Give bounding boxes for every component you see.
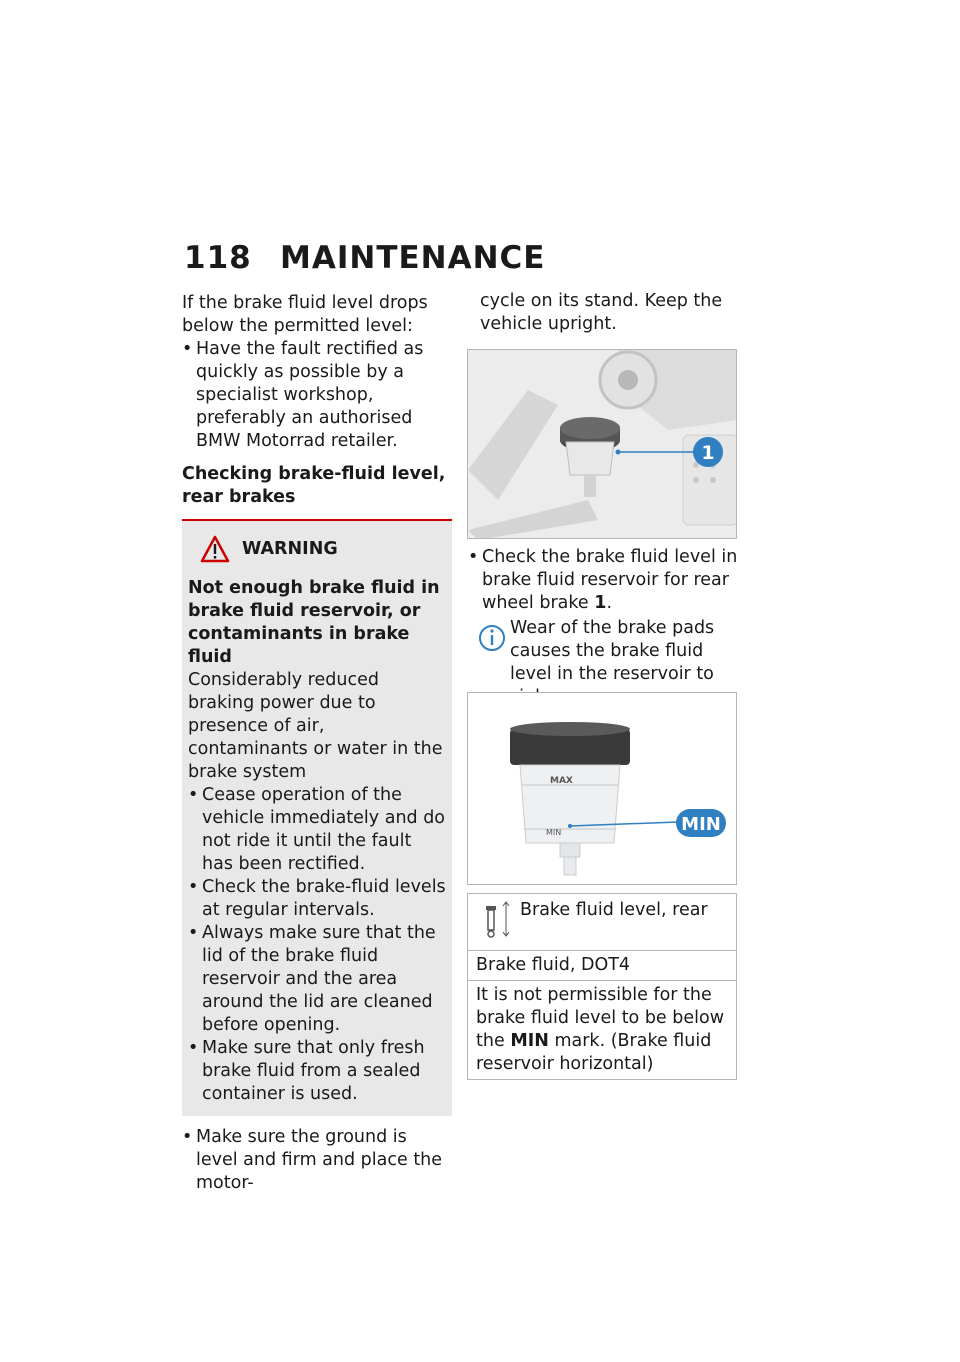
warning-triangle-icon	[200, 535, 230, 563]
warning-item: • Check the brake-fluid levels at regular intervals.	[188, 876, 446, 922]
continued-text: cycle on its stand. Keep the vehicle upright.	[480, 291, 723, 334]
section-title: MAINTENANCE	[280, 240, 546, 276]
warning-item: • Make sure that only fresh brake fluid from a sealed container is used.	[188, 1037, 446, 1106]
check-text: Check the brake fluid level in brake fluid reservoir for rear wheel brake	[482, 547, 738, 613]
warning-body: Considerably reduced braking power due to presence of air, contaminants or water in the brake system	[188, 670, 443, 782]
reservoir-location-photo	[467, 349, 737, 539]
warning-item: • Cease operation of the vehicle immediately and do not ride it until the fault has been rectified.	[188, 784, 446, 876]
reservoir-level-photo	[467, 692, 737, 885]
note-text: Wear of the brake pads causes the brake fluid level in the reservoir to	[510, 618, 715, 684]
spec-desc-pre: It is not permissible for the brake fluid level to be below the	[476, 985, 725, 1051]
section-heading: Checking brake-fluid level, rear brakes	[182, 464, 446, 507]
fluid-level-icon	[480, 900, 512, 940]
bullet-ground: • Make sure the ground is level and firm and place the motor-	[182, 1126, 452, 1195]
min-callout: MIN	[681, 814, 721, 835]
spec-desc-post: mark. (Brake fluid reservoir horizontal)	[476, 1031, 712, 1074]
motorcycle-frame-illustration	[468, 350, 737, 539]
spec-table	[467, 893, 737, 1080]
intro-text: If the brake fluid level drops below the permitted level:	[182, 293, 428, 336]
page-header	[184, 240, 545, 276]
min-label: MIN	[546, 828, 562, 837]
reservoir-illustration	[468, 693, 737, 885]
spec-desc-bold: MIN	[510, 1031, 549, 1051]
warning-label: WARNING	[242, 538, 338, 559]
warning-box	[182, 519, 452, 1116]
info-icon	[478, 621, 506, 655]
warning-bold-text: Not enough brake fluid in brake fluid reservoir, or contaminants in brake fluid	[188, 578, 440, 667]
left-column	[182, 292, 452, 1195]
right-column-text	[468, 290, 740, 336]
page-number: 118	[184, 240, 252, 276]
warning-item: • Always make sure that the lid of the brake fluid reservoir and the area around the lid are cleaned before opening.	[188, 922, 446, 1037]
spec-table-header	[468, 894, 736, 951]
spec-fluid-row: Brake fluid, DOT4	[468, 951, 736, 981]
max-label: MAX	[550, 776, 573, 786]
bullet-check-level: • Check the brake fluid level in brake fluid reservoir for rear wheel brake 1.	[468, 546, 752, 615]
callout-1: 1	[701, 442, 715, 464]
bullet-rectify: • Have the fault rectified as quickly as possible by a specialist workshop, preferably an authorised BMW Motorrad retailer.	[182, 338, 452, 453]
warning-title	[200, 533, 446, 565]
spec-title: Brake fluid level, rear	[520, 900, 708, 920]
spec-desc-row	[468, 981, 736, 1079]
check-ref: 1	[594, 593, 607, 613]
